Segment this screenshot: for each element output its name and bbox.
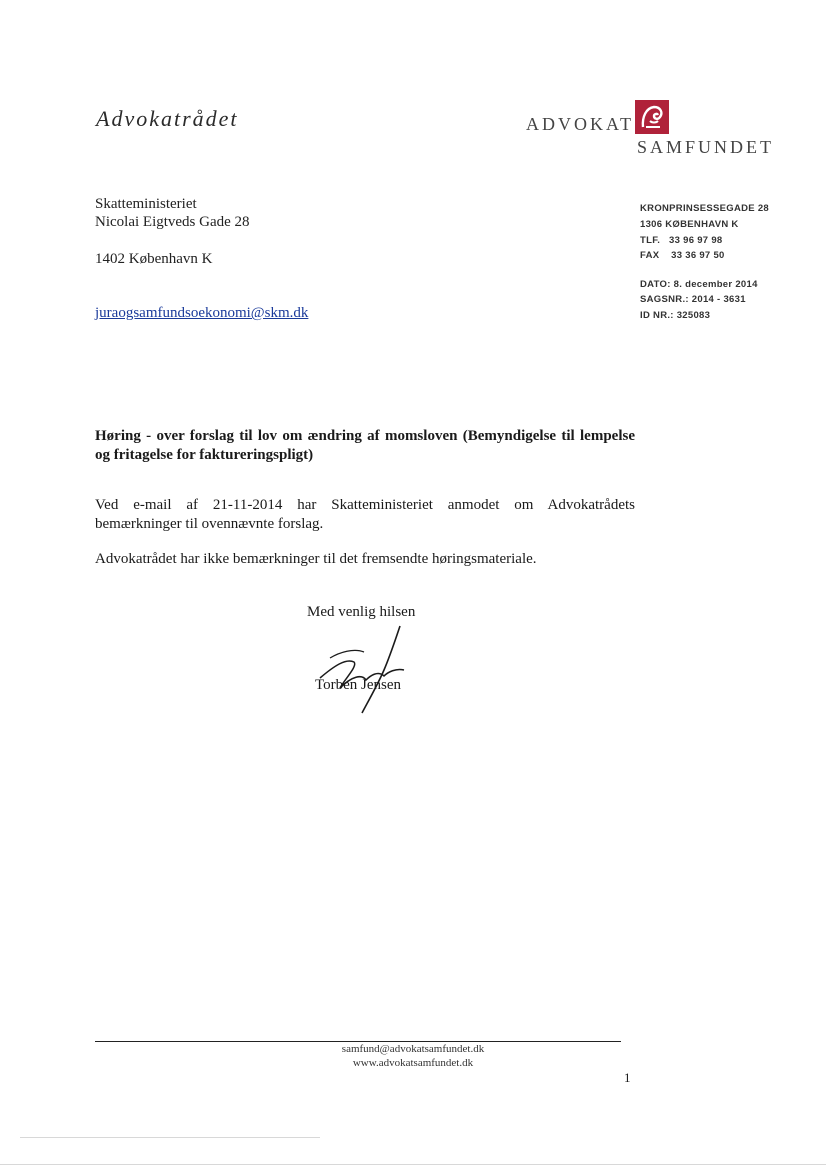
scan-artifact-line: [20, 1137, 320, 1138]
case-number: SAGSNR.: 2014 - 3631: [640, 294, 746, 305]
sender-city: 1306 KØBENHAVN K: [640, 219, 739, 230]
advokatsamfundet-emblem-icon: [634, 99, 670, 135]
recipient-email-link[interactable]: juraogsamfundsoekonomi@skm.dk: [95, 305, 309, 321]
scan-bottom-edge: [0, 1164, 826, 1165]
handwritten-signature: [300, 618, 430, 718]
logo-text-samfundet: SAMFUNDET: [637, 137, 775, 157]
recipient-name: Skatteministeriet: [95, 196, 197, 212]
advokatraadet-wordmark: Advokatrådet: [96, 106, 239, 131]
signatory-name: Torben Jensen: [315, 677, 402, 693]
letter-date: DATO: 8. december 2014: [640, 279, 758, 290]
letter-paragraph-2: Advokatrådet har ikke bemærkninger til det fremsendte høringsmateriale.: [95, 551, 537, 567]
recipient-street: Nicolai Eigtveds Gade 28: [95, 214, 250, 230]
sender-phone: TLF. 33 96 97 98: [640, 235, 723, 246]
letter-subject: Høring - over forslag til lov om ændring af momsloven (Bemyndigelse til lempelse og fritagelse for faktureringspligt): [95, 428, 635, 463]
footer-divider: [95, 1041, 621, 1042]
letter-paragraph-1: Ved e-mail af 21-11-2014 har Skatteministeriet anmodet om Advokatrådets bemærkninger til ovennævnte forslag.: [95, 497, 635, 532]
footer-website[interactable]: www.advokatsamfundet.dk: [352, 1057, 474, 1069]
footer-email[interactable]: samfund@advokatsamfundet.dk: [341, 1043, 485, 1055]
sender-fax: FAX 33 36 97 50: [640, 250, 725, 261]
id-number: ID NR.: 325083: [640, 310, 711, 321]
closing-greeting: Med venlig hilsen: [307, 604, 416, 620]
sender-street: KRONPRINSESSEGADE 28: [640, 203, 770, 214]
recipient-city: 1402 København K: [95, 251, 213, 267]
logo-text-advokat: ADVOKAT: [526, 114, 634, 134]
page-number: 1: [624, 1070, 631, 1085]
